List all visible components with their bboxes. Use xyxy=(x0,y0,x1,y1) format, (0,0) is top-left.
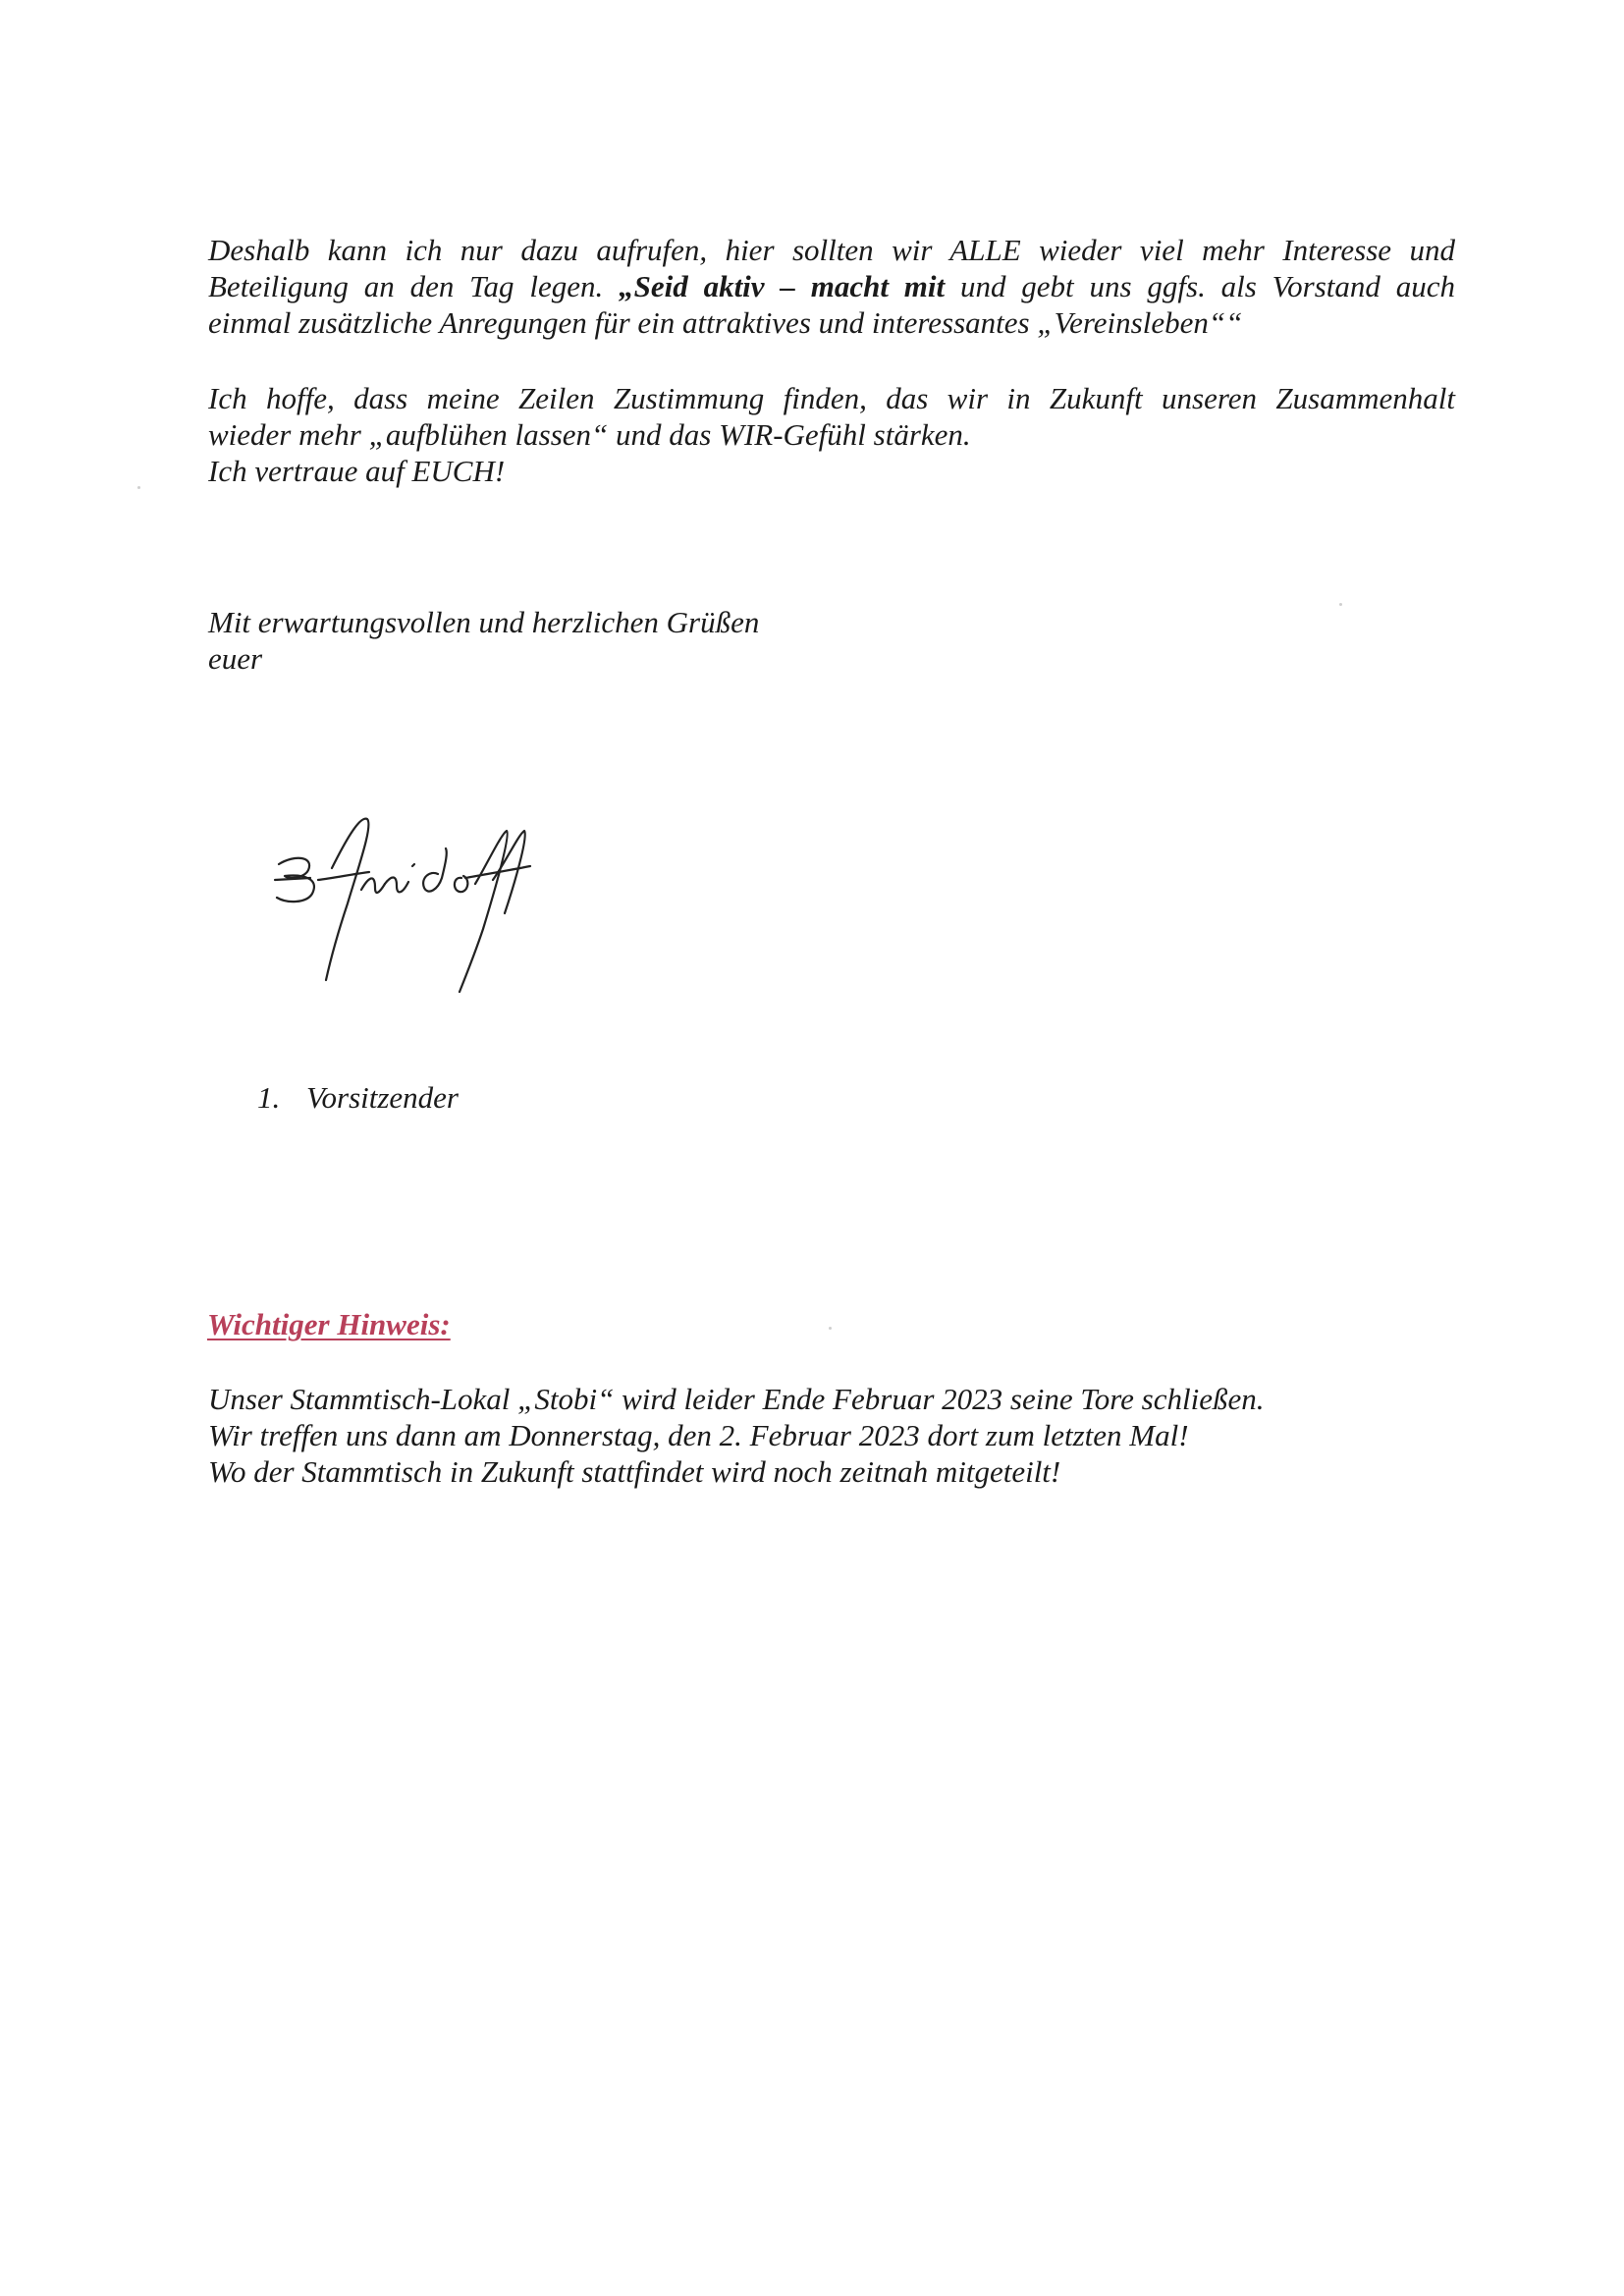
scan-speck xyxy=(1339,603,1342,606)
paragraph2-line2: wieder mehr „aufblühen lassen“ und das WIR-Gefühl stärken. xyxy=(208,417,971,452)
paragraph1-line2 xyxy=(208,268,1455,304)
notice-heading: Wichtiger Hinweis: xyxy=(207,1307,451,1341)
notice-line1: Unser Stammtisch-Lokal „Stobi“ wird leider Ende Februar 2023 seine Tore schließen. xyxy=(208,1382,1265,1416)
paragraph-call-to-action xyxy=(208,232,1455,341)
paragraph1-line1: Deshalb kann ich nur dazu aufrufen, hier sollten wir ALLE wieder viel mehr Interesse und xyxy=(208,233,1455,267)
role-number: 1. xyxy=(257,1080,281,1115)
role-title: Vorsitzender xyxy=(306,1080,459,1115)
paragraph-hope xyxy=(208,380,1455,489)
signatory-role xyxy=(257,1079,459,1116)
paragraph1-line2-end: und gebt uns ggfs. als Vorstand auch xyxy=(959,269,1456,303)
handwritten-signature xyxy=(265,805,589,1011)
notice-body xyxy=(208,1381,1264,1490)
paragraph2-line3: Ich vertraue auf EUCH! xyxy=(208,454,506,488)
closing-line1: Mit erwartungsvollen und herzlichen Grüßen xyxy=(208,605,760,639)
scan-speck xyxy=(829,1327,832,1330)
notice-line2: Wir treffen uns dann am Donnerstag, den 2. Februar 2023 dort zum letzten Mal! xyxy=(208,1418,1189,1452)
notice-line3: Wo der Stammtisch in Zukunft stattfindet wird noch zeitnah mitgeteilt! xyxy=(208,1454,1061,1489)
closing-greeting xyxy=(208,604,759,677)
paragraph1-line2-bold: „Seid aktiv – macht mit xyxy=(619,269,946,303)
paragraph1-line2-start: Beteiligung an den Tag legen. xyxy=(208,269,604,303)
closing-line2: euer xyxy=(208,641,263,676)
paragraph2-line1: Ich hoffe, dass meine Zeilen Zustimmung finden, das wir in Zukunft unseren Zusammenhalt xyxy=(208,381,1455,415)
paragraph1-line3: einmal zusätzliche Anregungen für ein attraktives und interessantes „Vereinsleben““ xyxy=(208,305,1243,340)
scan-speck xyxy=(137,486,140,489)
